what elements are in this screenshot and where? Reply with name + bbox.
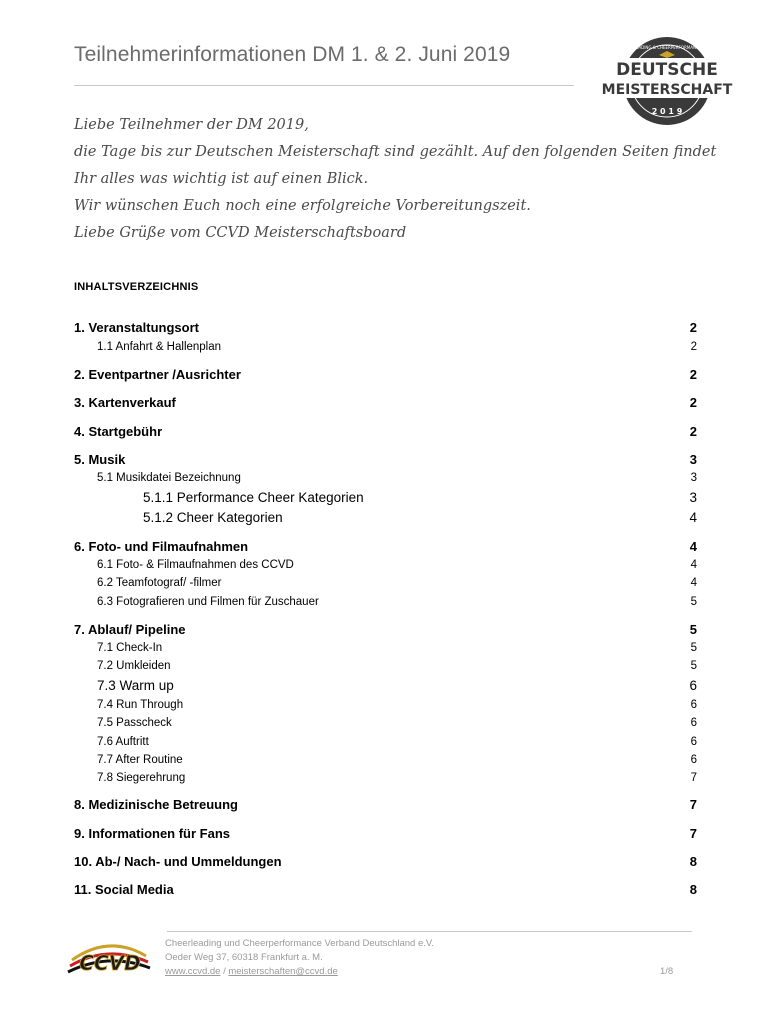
toc-entry-page: 6 (690, 736, 697, 748)
footer-divider (167, 931, 692, 932)
toc-entry-title: 5.1.2 Cheer Kategorien (143, 510, 283, 525)
toc-entry-page: 4 (689, 510, 697, 525)
toc-entry-title: 11. Social Media (74, 882, 174, 897)
greeting-line: Wir wünschen Euch noch eine erfolgreiche Vorbereitungszeit. (74, 198, 531, 214)
toc-entry-page: 7 (689, 826, 697, 841)
toc-entry-page: 2 (689, 320, 697, 335)
toc-entry-title: 7.5 Passcheck (97, 717, 172, 729)
toc-entry-page: 2 (689, 367, 697, 382)
toc-entry-page: 8 (689, 854, 697, 869)
toc-entry-title: 7.4 Run Through (97, 699, 184, 711)
toc-entry-title: 8. Medizinische Betreuung (74, 797, 238, 812)
toc-entry-title: 5.1.1 Performance Cheer Kategorien (143, 490, 364, 505)
footer-contact (165, 966, 338, 977)
greeting-line: Liebe Grüße vom CCVD Meisterschaftsboard (74, 225, 407, 241)
toc-entry-page: 5 (690, 660, 697, 672)
toc-entry-page: 5 (689, 622, 697, 637)
footer-separator: / (220, 966, 229, 977)
logo-line2: MEISTERSCHAFT (601, 82, 733, 98)
toc-entry-title: 6.3 Fotografieren und Filmen für Zuschauer (97, 596, 319, 608)
toc-entry-page: 3 (690, 472, 697, 484)
greeting-line: die Tage bis zur Deutschen Meisterschaft sind gezählt. Auf den folgenden Seiten findet (74, 144, 717, 160)
toc-entry-page: 6 (690, 754, 697, 766)
toc-entry-page: 8 (689, 882, 697, 897)
toc-entry-page: 2 (689, 424, 697, 439)
greeting-line: Liebe Teilnehmer der DM 2019, (74, 117, 309, 133)
toc-entry-page: 5 (690, 596, 697, 608)
toc-entry-title: 7.7 After Routine (97, 754, 183, 766)
toc-entry-title: 1.1 Anfahrt & Hallenplan (97, 341, 222, 353)
toc-entry-title: 7. Ablauf/ Pipeline (74, 622, 186, 637)
toc-entry-title: 4. Startgebühr (74, 424, 163, 439)
toc-entry-title: 7.6 Auftritt (97, 736, 149, 748)
toc-entry-title: 2. Eventpartner /Ausrichter (74, 367, 241, 382)
toc-entry-page: 4 (690, 559, 697, 571)
toc-entry-page: 3 (689, 452, 697, 467)
footer-address: Oeder Weg 37, 60318 Frankfurt a. M. (165, 952, 323, 963)
toc-entry-title: 6.2 Teamfotograf/ -filmer (97, 577, 222, 589)
toc-entry-title: 6.1 Foto- & Filmaufnahmen des CCVD (97, 559, 294, 571)
toc-entry-page: 6 (690, 717, 697, 729)
ccvd-logo (66, 930, 152, 988)
greeting-message (74, 112, 717, 247)
footer-email-link[interactable]: meisterschaften@ccvd.de (228, 966, 338, 977)
toc-heading: INHALTSVERZEICHNIS (74, 281, 199, 293)
toc-entry-title: 7.1 Check-In (97, 642, 163, 654)
toc-entry-page: 4 (689, 539, 697, 554)
toc-entry-title: 1. Veranstaltungsort (74, 320, 199, 335)
toc-entry-page: 6 (689, 678, 697, 693)
page-number: 1/8 (660, 966, 674, 977)
title-divider (74, 85, 574, 86)
footer-website-link[interactable]: www.ccvd.de (165, 966, 221, 977)
toc-entry-page: 6 (690, 699, 697, 711)
logo-line1: DEUTSCHE (616, 60, 718, 80)
toc-entry-title: 6. Foto- und Filmaufnahmen (74, 539, 249, 554)
logo-year: 2 0 1 9 (651, 107, 683, 116)
ccvd-logo-text: CCVD (79, 951, 141, 975)
toc-entry-page: 4 (690, 577, 697, 589)
toc-entry-title: 3. Kartenverkauf (74, 395, 176, 410)
toc-entry-page: 3 (689, 490, 697, 505)
toc-entry-title: 7.3 Warm up (97, 678, 174, 693)
toc-entry-title: 5. Musik (74, 452, 126, 467)
toc-entry-page: 2 (689, 395, 697, 410)
toc-entry-page: 7 (689, 797, 697, 812)
toc-entry-page: 7 (690, 772, 697, 784)
toc-entry-page: 2 (690, 341, 697, 353)
toc-entry-title: 9. Informationen für Fans (74, 826, 231, 841)
toc-entry-title: 10. Ab-/ Nach- und Ummeldungen (74, 854, 282, 869)
toc-entry-title: 7.8 Siegerehrung (97, 772, 186, 784)
toc-entry-page: 5 (690, 642, 697, 654)
toc-entry-title: 5.1 Musikdatei Bezeichnung (97, 472, 241, 484)
logo-ring-text: CHEERLEADING & CHEERPERFORMANCE CCVD (620, 45, 714, 50)
greeting-line: Ihr alles was wichtig ist auf einen Blick. (74, 171, 369, 187)
footer-org: Cheerleading und Cheerperformance Verband Deutschland e.V. (165, 938, 434, 949)
document-title: Teilnehmerinformationen DM 1. & 2. Juni 2019 (74, 43, 511, 66)
toc-entry-title: 7.2 Umkleiden (97, 660, 171, 672)
